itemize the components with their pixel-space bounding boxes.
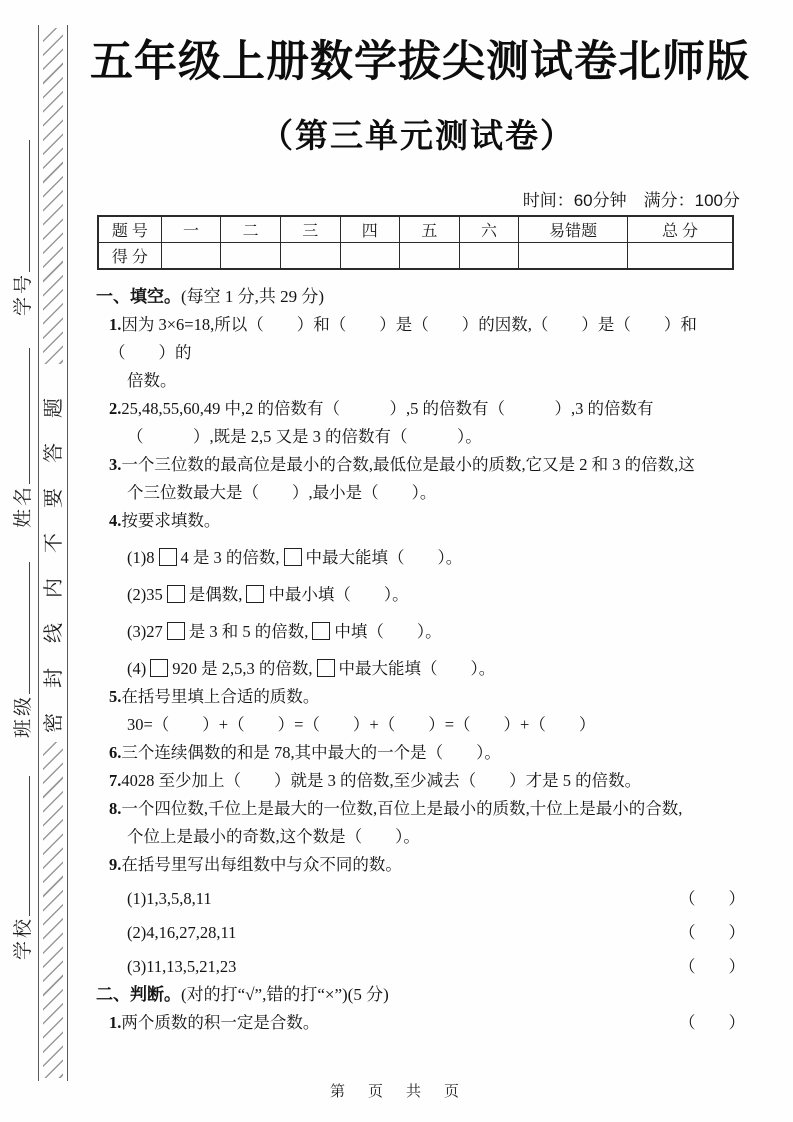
question-text: (3)27	[127, 622, 163, 641]
question-number: 7.	[109, 771, 122, 790]
question-text: (1)1,3,5,8,11	[127, 889, 212, 908]
line-content	[127, 548, 462, 567]
line-content	[127, 427, 482, 446]
question-text: 中最大能填（ ）。	[305, 548, 463, 567]
line-content	[127, 827, 420, 846]
score-table-header-cell: 四	[340, 216, 400, 243]
fill-in-box	[284, 548, 302, 566]
score-table-score-label: 得 分	[98, 243, 161, 270]
question-number: 8.	[109, 799, 122, 818]
q4-item-2	[96, 581, 747, 609]
score-table-score-row	[98, 243, 733, 270]
question-text: 按要求填数。	[121, 511, 221, 530]
fill-in-box	[246, 585, 264, 603]
line-content	[109, 687, 319, 706]
q9-header	[96, 851, 747, 879]
question-text: 25,48,55,60,49 中,2 的倍数有（ ）,5 的倍数有（ ）,3 的倍数有	[121, 399, 654, 418]
answer-parentheses: （ ）	[679, 923, 745, 942]
question-text: 中最大能填（ ）。	[338, 659, 496, 678]
question-number: 3.	[109, 455, 122, 474]
score-table-header-cell: 总 分	[627, 216, 733, 243]
question-number: 2.	[109, 399, 122, 418]
question-text: 一个四位数,千位上是最大的一位数,百位上是最小的质数,十位上是最小的合数,	[121, 799, 683, 818]
question-text: 中填（ ）。	[334, 622, 442, 641]
score-table-empty-cell	[400, 243, 460, 270]
line-content	[127, 585, 409, 604]
school-blank-line	[29, 776, 30, 916]
line-content	[96, 985, 389, 1004]
q2-line2	[96, 423, 747, 451]
answer-parentheses: （ ）	[679, 889, 745, 908]
line-content	[109, 743, 501, 762]
line-content	[127, 483, 436, 502]
q1-line1	[96, 311, 747, 367]
question-number: 6.	[109, 743, 122, 762]
q5-header	[96, 683, 747, 711]
q1-line2	[96, 367, 747, 395]
line-content	[109, 771, 641, 790]
q9-item-1	[96, 885, 747, 913]
seal-band	[38, 25, 68, 1081]
line-content	[109, 315, 697, 362]
section-2-header	[96, 981, 747, 1009]
school-label: 学校	[12, 915, 34, 960]
hatch-pattern-top	[43, 28, 63, 364]
line-content	[127, 622, 442, 641]
fill-in-box	[167, 585, 185, 603]
answer-parentheses: （ ）	[679, 1013, 745, 1032]
question-text: 两个质数的积一定是合数。	[121, 1013, 320, 1032]
line-content	[109, 455, 695, 474]
hatch-pattern-bottom	[43, 742, 63, 1078]
score-table-header-cell: 二	[221, 216, 281, 243]
question-body	[96, 283, 747, 1037]
page-subtitle: （第三单元测试卷）	[260, 117, 575, 154]
score-table-question-number-label: 题 号	[98, 216, 161, 243]
question-number: 4.	[109, 511, 122, 530]
q4-item-1	[96, 544, 747, 572]
question-text: (对的打“√”,错的打“×”)(5 分)	[181, 985, 389, 1004]
question-text: 个位上是最小的奇数,这个数是（ ）。	[127, 827, 420, 846]
score-table-empty-cell	[161, 243, 221, 270]
question-text: (4)	[127, 659, 147, 678]
q4-item-3	[96, 618, 747, 646]
line-content	[127, 659, 495, 678]
score-table-header-row	[98, 216, 733, 243]
question-number: 一、填空。	[96, 287, 181, 306]
score-table-header-cell: 易错题	[519, 216, 628, 243]
q3-line2	[96, 479, 747, 507]
line-content	[109, 855, 402, 874]
question-text: (2)35	[127, 585, 163, 604]
score-table-empty-cell	[627, 243, 733, 270]
question-text: 920 是 2,5,3 的倍数,	[172, 659, 313, 678]
q8-line2	[96, 823, 747, 851]
question-text: 在括号里填上合适的质数。	[121, 687, 320, 706]
seal-text-area	[39, 367, 67, 739]
q5-equation	[96, 711, 747, 739]
time-score-info: 时间：60分钟 满分：100分	[522, 191, 740, 210]
class-blank-line	[29, 562, 30, 694]
question-text: 三个连续偶数的和是 78,其中最大的一个是（ ）。	[121, 743, 501, 762]
question-number: 9.	[109, 855, 122, 874]
question-number: 1.	[109, 1013, 122, 1032]
question-text: 30=（ ）+（ ）=（ ）+（ ）=（ ）+（ ）	[127, 715, 596, 734]
q3-line1	[96, 451, 747, 479]
question-text: (3)11,13,5,21,23	[127, 957, 237, 976]
question-text: 4 是 3 的倍数,	[180, 548, 280, 567]
line-content	[109, 511, 220, 530]
margin-field-student-number	[6, 140, 36, 316]
margin-field-class	[6, 562, 36, 738]
fill-in-box	[312, 622, 330, 640]
question-text: 是 3 和 5 的倍数,	[188, 622, 309, 641]
student-number-blank-line	[29, 140, 30, 272]
question-number: 5.	[109, 687, 122, 706]
student-number-label: 学号	[12, 271, 34, 316]
margin-field-name	[6, 348, 36, 528]
fill-in-box	[317, 659, 335, 677]
name-label: 姓名	[12, 483, 34, 528]
score-table-empty-cell	[519, 243, 628, 270]
line-content	[96, 287, 324, 306]
score-table-empty-cell	[280, 243, 340, 270]
question-number: 1.	[109, 315, 122, 334]
q4-header	[96, 507, 747, 535]
page-footer: 第 页 共 页	[329, 1084, 463, 1100]
question-text: 在括号里写出每组数中与众不同的数。	[121, 855, 402, 874]
line-content	[109, 799, 682, 818]
line-content	[127, 371, 177, 390]
line-content	[127, 919, 236, 947]
line-content	[109, 399, 654, 418]
score-table-empty-cell	[340, 243, 400, 270]
fill-in-box	[159, 548, 177, 566]
fill-in-box	[167, 622, 185, 640]
score-table-header-cell: 五	[400, 216, 460, 243]
question-text: (2)4,16,27,28,11	[127, 923, 237, 942]
question-text: 个三位数最大是（ ）,最小是（ ）。	[127, 483, 437, 502]
q8-line1	[96, 795, 747, 823]
score-table-body	[98, 216, 733, 269]
class-label: 班级	[12, 693, 34, 738]
section-1-header	[96, 283, 747, 311]
score-table-empty-cell	[459, 243, 519, 270]
question-text: 因为 3×6=18,所以（ ）和（ ）是（ ）的因数,（ ）是（ ）和（ ）的	[109, 315, 697, 362]
question-text: （ ）,既是 2,5 又是 3 的倍数有（ ）。	[127, 427, 482, 446]
question-text: 是偶数,	[188, 585, 243, 604]
score-table	[97, 215, 734, 270]
q7	[96, 767, 747, 795]
q2-line1	[96, 395, 747, 423]
question-text: 中最小填（ ）。	[268, 585, 409, 604]
s2-q1	[96, 1009, 747, 1037]
line-content	[109, 1009, 319, 1037]
question-text: 倍数。	[127, 371, 177, 390]
question-text: 4028 至少加上（ ）就是 3 的倍数,至少减去（ ）才是 5 的倍数。	[121, 771, 642, 790]
line-content	[127, 715, 595, 734]
name-blank-line	[29, 348, 30, 484]
margin-field-school	[6, 776, 36, 960]
q9-item-3	[96, 953, 747, 981]
question-text: (1)8	[127, 548, 155, 567]
score-table-empty-cell	[221, 243, 281, 270]
question-text: (每空 1 分,共 29 分)	[181, 287, 325, 306]
score-table-header-cell: 一	[161, 216, 221, 243]
line-content	[127, 953, 236, 981]
question-text: 一个三位数的最高位是最小的合数,最低位是最小的质数,它又是 2 和 3 的倍数,这	[121, 455, 695, 474]
q4-item-4	[96, 655, 747, 683]
seal-line-text: 密封线内不要答题	[43, 373, 65, 733]
score-table-header-cell: 六	[459, 216, 519, 243]
page-title: 五年级上册数学拔尖测试卷北师版	[90, 38, 750, 86]
fill-in-box	[150, 659, 168, 677]
score-table-header-cell: 三	[280, 216, 340, 243]
line-content	[127, 885, 212, 913]
question-number: 二、判断。	[96, 985, 181, 1004]
q6	[96, 739, 747, 767]
q9-item-2	[96, 919, 747, 947]
answer-parentheses: （ ）	[679, 957, 745, 976]
